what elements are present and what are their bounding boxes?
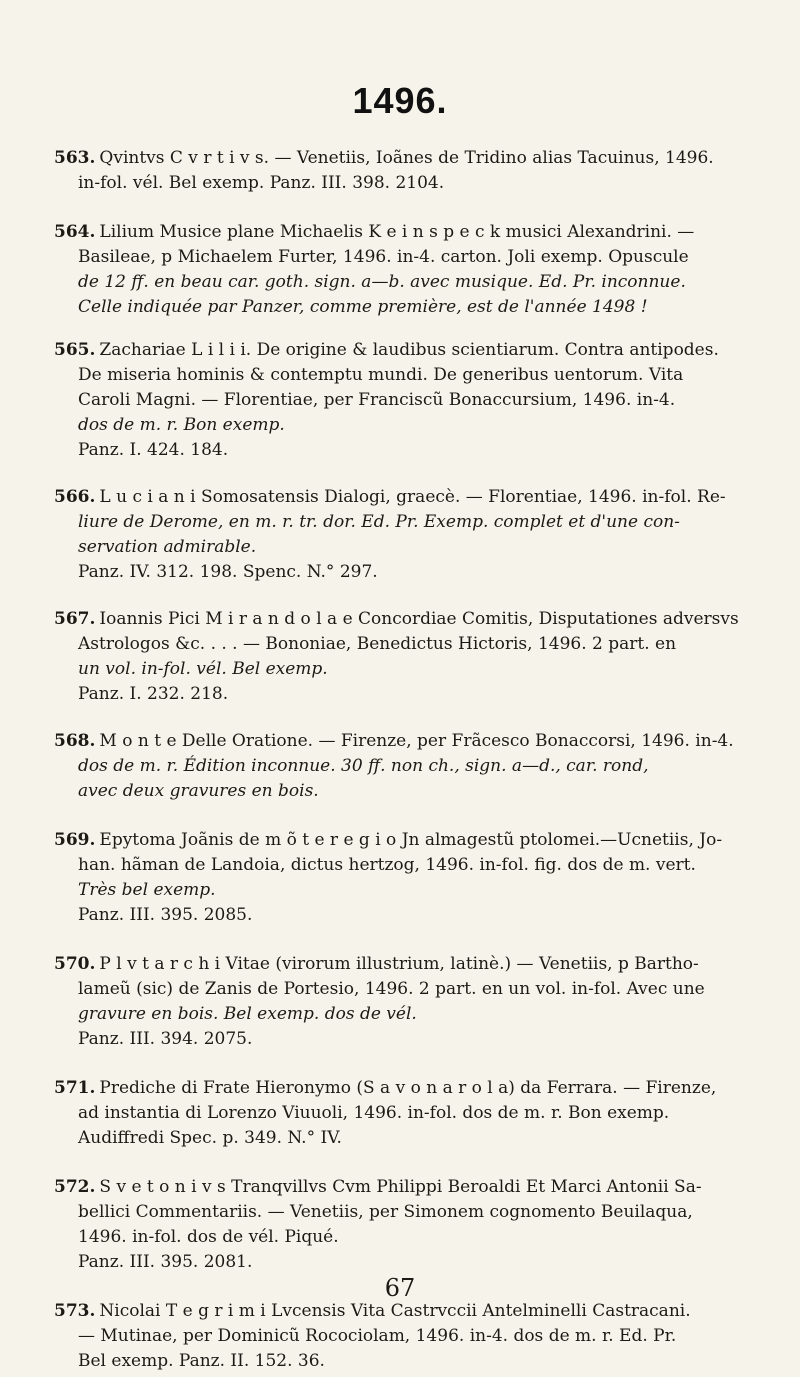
entry-line: Bel exemp. Panz. II. 152. 36. [78,1351,325,1371]
catalogue-entry [54,1076,766,1151]
entry-line: servation admirable. [78,537,257,557]
entry-line: lameũ (sic) de Zanis de Portesio, 1496. 2 part. en un vol. in-fol. Avec une [78,979,705,999]
catalogue-entry [54,729,766,804]
entry-line: Celle indiquée par Panzer, comme première, est de l'année 1498 ! [78,297,648,317]
entry-number: 568. [54,731,96,751]
entry-number: 565. [54,340,96,360]
catalogue-entry [54,828,766,928]
catalogue-entry [54,952,766,1052]
entry-line: dos de m. r. Bon exemp. [78,415,285,435]
entry-line: Ioannis Pici M i r a n d o l a e Concordiae Comitis, Disputationes adversvs [99,609,739,629]
entry-number: 573. [54,1301,96,1321]
entry-line: Très bel exemp. [78,880,216,900]
entry-line: 1496. in-fol. dos de vél. Piqué. [78,1227,339,1247]
catalogue-entry [54,1299,766,1374]
entry-number: 569. [54,830,96,850]
catalogue-entry [54,338,766,463]
entry-line: bellici Commentariis. — Venetiis, per Simonem cognomento Beuilaqua, [78,1202,693,1222]
entry-line: Prediche di Frate Hieronymo (S a v o n a r o l a) da Ferrara. — Firenze, [99,1078,717,1098]
entry-line: de 12 ff. en beau car. goth. sign. a—b. avec musique. Ed. Pr. inconnue. [78,272,686,292]
catalogue-entry [54,607,766,707]
entry-line: Panz. I. 232. 218. [78,684,229,704]
entry-line: P l v t a r c h i Vitae (virorum illustrium, latinè.) — Venetiis, p Bartho- [99,954,699,974]
entry-line: Panz. III. 395. 2085. [78,905,253,925]
entry-line: M o n t e Delle Oratione. — Firenze, per Frãcesco Bonaccorsi, 1496. in-4. [99,731,734,751]
catalogue-entry [54,485,766,585]
entry-line: Panz. III. 395. 2081. [78,1252,253,1272]
entry-number: 563. [54,148,96,168]
page-number: 67 [384,1274,416,1302]
entry-line: De miseria hominis & contemptu mundi. De generibus uentorum. Vita [78,365,684,385]
entry-line: Panz. IV. 312. 198. Spenc. N.° 297. [78,562,378,582]
entry-line: — Mutinae, per Dominicũ Rocociolam, 1496. in-4. dos de m. r. Ed. Pr. [78,1326,677,1346]
entry-line: Panz. III. 394. 2075. [78,1029,253,1049]
entry-line: Epytoma Joãnis de m õ t e r e g i o Jn almagestũ ptolomei.—Ucnetiis, Jo- [99,830,723,850]
entry-line: Astrologos &c. . . . — Bononiae, Benedictus Hictoris, 1496. 2 part. en [78,634,677,654]
catalogue-entry [54,146,766,196]
entry-number: 566. [54,487,96,507]
entry-line: han. hãman de Landoia, dictus hertzog, 1496. in-fol. fig. dos de m. vert. [78,855,696,875]
catalogue-entry [54,220,766,320]
entry-line: dos de m. r. Édition inconnue. 30 ff. non ch., sign. a—d., car. rond, [78,756,649,776]
catalogue-entry [54,1175,766,1275]
entry-line: Audiffredi Spec. p. 349. N.° IV. [78,1128,342,1148]
entry-line: Basileae, p Michaelem Furter, 1496. in-4. carton. Joli exemp. Opuscule [78,247,689,267]
entry-line: Zachariae L i l i i. De origine & laudibus scientiarum. Contra antipodes. [99,340,719,360]
entry-line: Qvintvs C v r t i v s. — Venetiis, Ioãnes de Tridino alias Tacuinus, 1496. [99,148,714,168]
entry-line: liure de Derome, en m. r. tr. dor. Ed. Pr. Exemp. complet et d'une con- [78,512,680,532]
entry-line: Panz. I. 424. 184. [78,440,229,460]
entry-number: 564. [54,222,96,242]
entry-line: un vol. in-fol. vél. Bel exemp. [78,659,328,679]
entry-number: 571. [54,1078,96,1098]
entry-line: ad instantia di Lorenzo Viuuoli, 1496. in-fol. dos de m. r. Bon exemp. [78,1103,670,1123]
entry-line: avec deux gravures en bois. [78,781,319,801]
page-year-heading: 1496. [352,80,448,121]
entry-line: gravure en bois. Bel exemp. dos de vél. [78,1004,417,1024]
entry-line: Caroli Magni. — Florentiae, per Franciscũ Bonaccursium, 1496. in-4. [78,390,676,410]
entry-list [54,146,766,1374]
entry-number: 572. [54,1177,96,1197]
entry-number: 570. [54,954,96,974]
entry-line: Lilium Musice plane Michaelis K e i n s p e c k musici Alexandrini. — [99,222,695,242]
entry-line: Nicolai T e g r i m i Lvcensis Vita Castrvccii Antelminelli Castracani. [99,1301,691,1321]
entry-line: in-fol. vél. Bel exemp. Panz. III. 398. 2104. [78,173,445,193]
entry-line: S v e t o n i v s Tranqvillvs Cvm Philippi Beroaldi Et Marci Antonii Sa- [99,1177,702,1197]
entry-number: 567. [54,609,96,629]
entry-line: L u c i a n i Somosatensis Dialogi, graecè. — Florentiae, 1496. in-fol. Re- [99,487,726,507]
